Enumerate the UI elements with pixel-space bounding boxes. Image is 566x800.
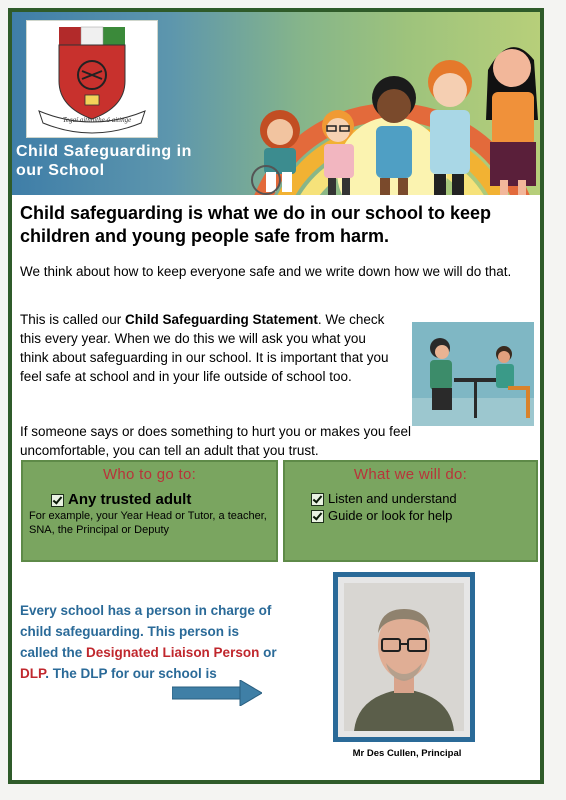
what-box-title: What we will do: [353, 466, 468, 483]
what-item-label: Guide or look for help [328, 508, 453, 523]
what-items-list [311, 491, 536, 523]
dlp-text2: or [259, 645, 277, 660]
who-item-label: Any trusted adult [68, 491, 192, 508]
statement-rest: . We check this every year. When we do this we will ask you what you think about safeguarding in our school. It is important that you feel safe at school and in your life outside of school too. [20, 312, 389, 384]
what-item [311, 508, 536, 523]
photo-caption: Mr Des Cullen, Principal [352, 748, 462, 759]
dlp-red1: Designated Liaison Person [86, 645, 260, 660]
checkbox-checked-icon [51, 494, 64, 507]
principal-photo-frame [333, 572, 475, 742]
checkbox-checked-icon [311, 510, 324, 523]
children-illustration [238, 30, 540, 195]
meeting-illustration [412, 322, 534, 426]
principal-photo [344, 583, 464, 731]
checkbox-checked-icon [311, 493, 324, 506]
who-item-trusted-adult [51, 491, 276, 508]
child-tall [486, 47, 538, 195]
dlp-paragraph [20, 600, 280, 684]
banner-title-line2: our School [16, 162, 105, 179]
arrow-right-icon [172, 680, 262, 706]
statement-paragraph [20, 310, 395, 386]
who-item-detail: For example, your Year Head or Tutor, a teacher, SNA, the Principal or Deputy [29, 510, 267, 536]
dlp-text1: Every school has a person in charge of child safeguarding. This person is called the [20, 603, 272, 660]
what-we-will-do-box [283, 460, 538, 562]
child-glasses [322, 110, 354, 195]
tell-adult-paragraph: If someone says or does something to hurt you or makes you feel uncomfortable, you can tell an adult that you trust. [20, 424, 411, 458]
what-item-label: Listen and understand [328, 491, 457, 506]
child-ginger [428, 60, 472, 195]
banner-title [16, 142, 236, 180]
statement-bold: Child Safeguarding Statement [125, 312, 318, 327]
child-wheelchair [252, 110, 300, 194]
header-banner [12, 12, 540, 195]
child-curly-hair [372, 76, 416, 195]
headline: Child safeguarding is what we do in our school to keep children and young people safe from harm. [20, 203, 492, 246]
who-to-go-to-box [21, 460, 278, 562]
who-box-title: Who to go to: [102, 466, 197, 483]
banner-title-line1: Child Safeguarding in [16, 143, 192, 160]
statement-lead: This is called our [20, 312, 126, 327]
dlp-red2: DLP [20, 666, 46, 681]
what-item [311, 491, 536, 506]
crest-motto: Tegaí aithníthe ó aitinge [62, 116, 132, 124]
dlp-text3: . The DLP for our school is [45, 666, 217, 681]
intro-paragraph: We think about how to keep everyone safe and we write down how we will do that. [20, 264, 512, 279]
poster [8, 8, 544, 784]
